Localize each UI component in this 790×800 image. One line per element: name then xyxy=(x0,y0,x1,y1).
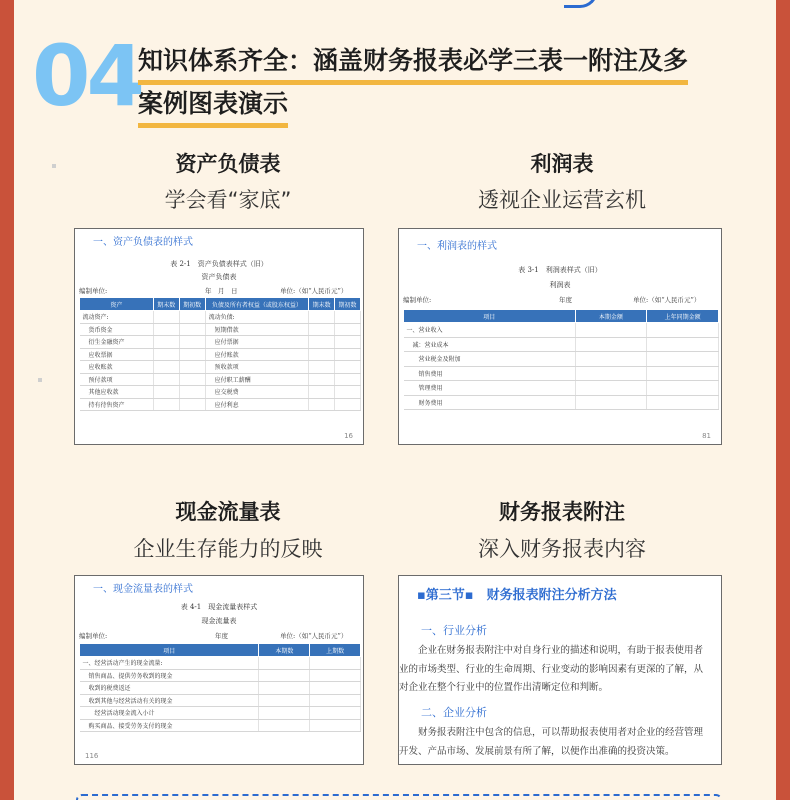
table-row xyxy=(80,694,361,707)
table-cell: 流动负债: xyxy=(205,311,309,324)
column-header: 期末数 xyxy=(309,298,335,311)
paragraph-line: 业的市场类型、行业的生命周期、行业变动的影响因素有更深的了解，从 xyxy=(399,663,704,675)
table-cell: 销售商品、提供劳务收到的现金 xyxy=(80,669,259,682)
page-number: 116 xyxy=(85,752,99,760)
table-row xyxy=(80,682,361,695)
card-heading: 一、资产负债表的样式 xyxy=(93,237,193,248)
table-cell: 管理费用 xyxy=(404,381,576,396)
meta-currency: 单位:（如“人民币元”） xyxy=(633,296,701,304)
paragraph-line: 财务报表附注中包含的信息，可以帮助报表使用者对企业的经营管理 xyxy=(399,727,704,738)
meta-date: 年度 xyxy=(559,296,572,304)
cashflow-title: 现金流量表 xyxy=(175,500,281,524)
table-row xyxy=(80,373,361,386)
notes-card xyxy=(398,575,722,765)
section-headline xyxy=(138,42,758,128)
table-row xyxy=(80,361,361,374)
dot-decoration xyxy=(38,378,42,382)
column-header: 资产 xyxy=(80,298,154,311)
notes-paragraph-company xyxy=(399,724,722,761)
page-number: 16 xyxy=(344,432,353,440)
column-header: 本期金额 xyxy=(575,310,647,323)
column-header: 本期数 xyxy=(259,644,310,657)
balance-sheet-card xyxy=(74,228,364,445)
meta-date: 年 月 日 xyxy=(205,287,238,295)
table-row xyxy=(80,311,361,324)
table-cell: 收到的税费返还 xyxy=(80,682,259,695)
table-cell: 经营活动现金流入小计 xyxy=(80,707,259,720)
notes-heading-industry: 一、行业分析 xyxy=(421,624,487,637)
table-cell: 预收款项 xyxy=(205,361,309,374)
meta-unit: 编制单位: xyxy=(403,296,432,304)
balance-subtitle: 学会看“家底” xyxy=(164,188,292,212)
arrow-decoration xyxy=(564,0,598,8)
income-title: 利润表 xyxy=(530,152,594,176)
table-row xyxy=(80,348,361,361)
table-row xyxy=(404,352,719,367)
table-cell: 应收账款 xyxy=(80,361,154,374)
table-header-row xyxy=(80,298,361,311)
section-number: 04 xyxy=(32,27,141,125)
table-row xyxy=(404,323,719,338)
page-number: 81 xyxy=(702,432,711,440)
table-row xyxy=(80,719,361,732)
column-header: 期初数 xyxy=(179,298,205,311)
column-header: 项目 xyxy=(404,310,576,323)
table-caption: 表 4-1 现金流量表样式 xyxy=(180,603,258,611)
table-cell: 应付职工薪酬 xyxy=(205,373,309,386)
table-cell: 一、经营活动产生的现金流量: xyxy=(80,657,259,670)
income-subtitle: 透视企业运营玄机 xyxy=(478,188,646,212)
table-row xyxy=(404,395,719,410)
cashflow-card xyxy=(74,575,364,765)
table-cell: 衍生金融资产 xyxy=(80,336,154,349)
table-cell: 应付票据 xyxy=(205,336,309,349)
income-statement-card xyxy=(398,228,722,445)
cashflow-subtitle: 企业生存能力的反映 xyxy=(133,537,323,561)
table-row xyxy=(80,398,361,411)
column-header: 期初数 xyxy=(335,298,361,311)
table-cell: 财务费用 xyxy=(404,395,576,410)
balance-title: 资产负债表 xyxy=(175,152,281,176)
table-row xyxy=(404,381,719,396)
column-header: 项目 xyxy=(80,644,259,657)
column-header: 上年同期金额 xyxy=(647,310,719,323)
income-table xyxy=(403,309,719,410)
meta-date: 年度 xyxy=(215,632,228,640)
notes-paragraph-industry xyxy=(399,642,722,698)
headline-line-2: 案例图表演示 xyxy=(138,85,288,128)
table-row xyxy=(404,366,719,381)
table-cell: 应付账款 xyxy=(205,348,309,361)
table-row xyxy=(80,657,361,670)
table-row xyxy=(80,323,361,336)
table-caption: 表 3-1 利润表样式（旧） xyxy=(518,266,602,274)
table-row xyxy=(80,336,361,349)
table-cell: 营业税金及附加 xyxy=(404,352,576,367)
headline-line-1: 知识体系齐全：涵盖财务报表必学三表一附注及多 xyxy=(138,42,688,85)
table-cell: 应收票据 xyxy=(80,348,154,361)
notes-subtitle: 深入财务报表内容 xyxy=(478,537,646,561)
table-cell: 其他应收款 xyxy=(80,386,154,399)
balance-table xyxy=(79,297,361,411)
meta-currency: 单位:（如“人民币元”） xyxy=(280,287,348,295)
paragraph-line: 企业在财务报表附注中对自身行业的描述和说明，有助于报表使用者 xyxy=(399,645,704,656)
meta-currency: 单位:（如“人民币元”） xyxy=(280,632,348,640)
meta-unit: 编制单位: xyxy=(79,632,108,640)
table-cell: 预付款项 xyxy=(80,373,154,386)
table-name: 利润表 xyxy=(549,281,571,289)
page-frame xyxy=(14,0,776,800)
table-header-row xyxy=(404,310,719,323)
table-row xyxy=(80,707,361,720)
bottom-dashed-box xyxy=(76,794,722,800)
table-cell: 短期借款 xyxy=(205,323,309,336)
card-heading: 一、利润表的样式 xyxy=(417,241,497,252)
table-name: 现金流量表 xyxy=(201,617,237,625)
paragraph-line: 开发、产品市场、发展前景有所了解，以便作出准确的投资决策。 xyxy=(399,745,675,757)
table-header-row xyxy=(80,644,361,657)
paragraph-line: 对企业在整个行业中的位置作出清晰定位和判断。 xyxy=(399,682,609,693)
table-cell: 销售费用 xyxy=(404,366,576,381)
card-heading: 一、现金流量表的样式 xyxy=(93,584,193,595)
dot-decoration xyxy=(52,164,56,168)
column-header: 期末数 xyxy=(153,298,179,311)
notes-section-title: ▪第三节▪ 财务报表附注分析方法 xyxy=(417,588,617,603)
notes-title: 财务报表附注 xyxy=(499,500,625,524)
table-name: 资产负债表 xyxy=(201,273,237,281)
table-cell: 货币资金 xyxy=(80,323,154,336)
table-cell: 应交税费 xyxy=(205,386,309,399)
table-cell: 应付利息 xyxy=(205,398,309,411)
table-cell: 一、营业收入 xyxy=(404,323,576,338)
table-cell: 收到其他与经营活动有关的现金 xyxy=(80,694,259,707)
table-cell: 流动资产: xyxy=(80,311,154,324)
notes-heading-company: 二、企业分析 xyxy=(421,706,487,719)
table-cell: 购买商品、接受劳务支付的现金 xyxy=(80,719,259,732)
column-header: 负债及所有者权益（或股东权益） xyxy=(205,298,309,311)
table-cell: 减：营业成本 xyxy=(404,337,576,352)
column-header: 上期数 xyxy=(310,644,361,657)
cashflow-table xyxy=(79,643,361,732)
table-row xyxy=(80,669,361,682)
table-caption: 表 2-1 资产负债表样式（旧） xyxy=(170,260,268,268)
meta-unit: 编制单位: xyxy=(79,287,108,295)
table-row xyxy=(404,337,719,352)
table-row xyxy=(80,386,361,399)
table-cell: 持有待售资产 xyxy=(80,398,154,411)
